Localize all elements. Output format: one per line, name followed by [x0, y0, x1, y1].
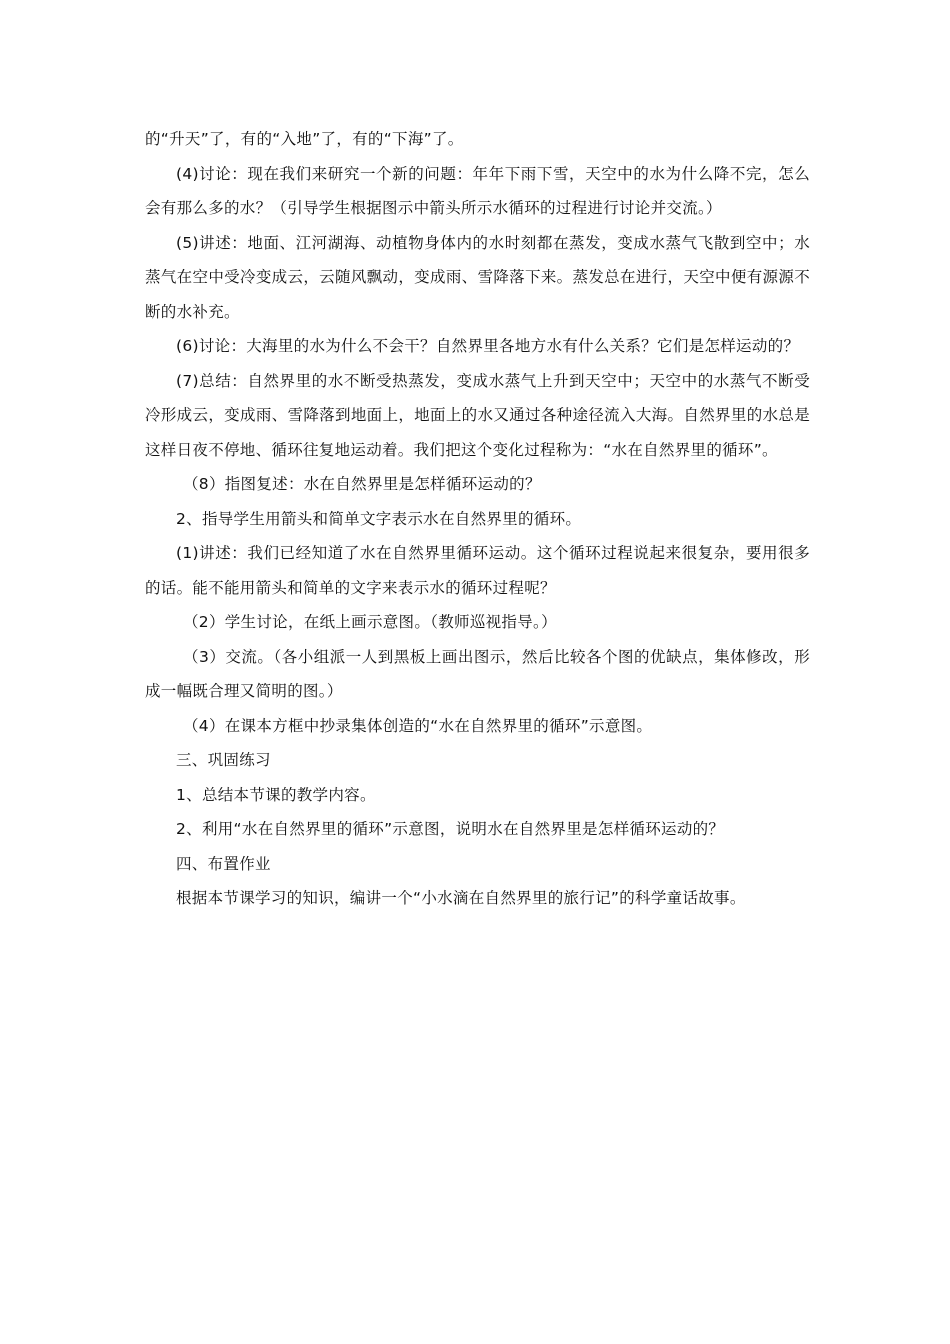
- paragraph-retell-8: （8）指图复述：水在自然界里是怎样循环运动的？: [183, 475, 541, 493]
- section-item-2: 2、指导学生用箭头和简单文字表示水在自然界里的循环。: [176, 509, 582, 528]
- paragraph-lecture-5: (5)讲述：地面、江河湖海、动植物身体内的水时刻都在蒸发，变成水蒸气飞散到空中；水蒸气在空中受冷变成云，云随风飘动，变成雨、雪降落下来。蒸发总在进行，天空中便有源源不断的水补充。: [145, 233, 810, 321]
- paragraph-student-discussion-2: （2）学生讨论，在纸上画示意图。（教师巡视指导。）: [183, 613, 557, 631]
- practice-item-2: 2、利用“水在自然界里的循环”示意图，说明水在自然界里是怎样循环运动的？: [176, 820, 725, 838]
- paragraph-summary-7: (7)总结：自然界里的水不断受热蒸发，变成水蒸气上升到天空中；天空中的水蒸气不断受冷形成云，变成雨、雪降落到地面上，地面上的水又通过各种途径流入大海。自然界里的水总是这样日夜不停地、循环往复地运动着。我们把这个变化过程称为：“水在自然界里的循环”。: [145, 371, 810, 459]
- heading-homework: 四、布置作业: [176, 854, 271, 873]
- continuation-paragraph: 的“升天”了，有的“入地”了，有的“下海”了。: [145, 130, 464, 148]
- heading-consolidation-practice: 三、巩固练习: [176, 751, 271, 769]
- paragraph-copy-diagram-4: （4）在课本方框中抄录集体创造的“水在自然界里的循环”示意图。: [183, 716, 653, 735]
- paragraph-exchange-3: （3）交流。（各小组派一人到黑板上画出图示，然后比较各个图的优缺点，集体修改，形成一幅既合理又简明的图。）: [145, 647, 810, 700]
- document-body: [145, 122, 810, 916]
- paragraph-discussion-6: (6)讨论：大海里的水为什么不会干？自然界里各地方水有什么关系？它们是怎样运动的？: [176, 337, 800, 355]
- paragraph-lecture-1: (1)讲述：我们已经知道了水在自然界里循环运动。这个循环过程说起来很复杂，要用很多的话。能不能用箭头和简单的文字来表示水的循环过程呢？: [145, 544, 810, 597]
- homework-paragraph: 根据本节课学习的知识，编讲一个“小水滴在自然界里的旅行记”的科学童话故事。: [176, 889, 746, 907]
- practice-item-1: 1、总结本节课的教学内容。: [176, 785, 376, 804]
- paragraph-discussion-4: (4)讨论：现在我们来研究一个新的问题：年年下雨下雪，天空中的水为什么降不完，怎么会有那么多的水？（引导学生根据图示中箭头所示水循环的过程进行讨论并交流。）: [145, 164, 810, 217]
